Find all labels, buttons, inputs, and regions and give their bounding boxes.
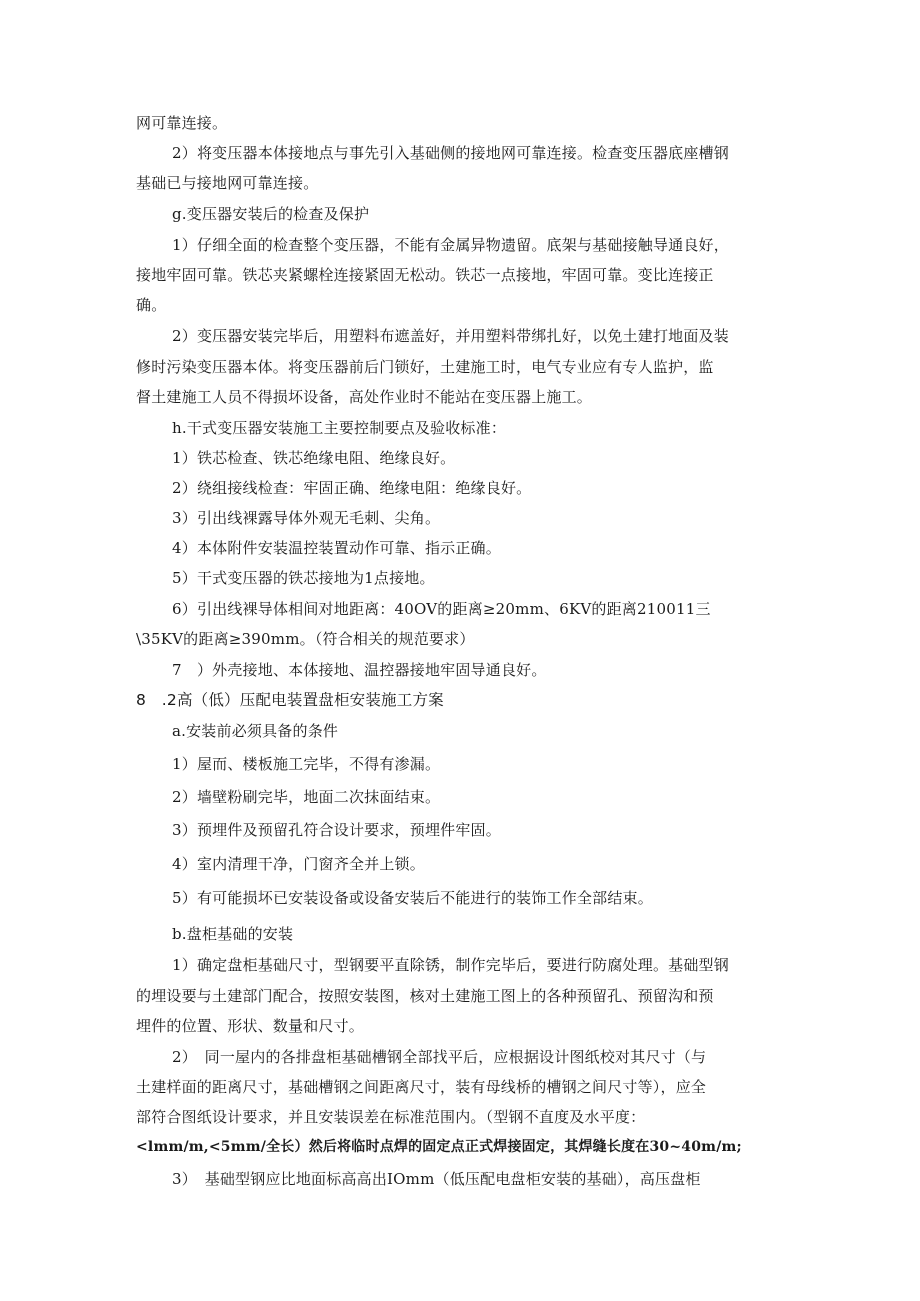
section-heading: 8 .2高（低）压配电装置盘柜安装施工方案 xyxy=(136,691,444,709)
text-line: 网可靠连接。 xyxy=(136,114,228,132)
list-item: 4）室内清理干净，门窗齐全并上锁。 xyxy=(172,855,425,873)
list-item: 1）铁芯检查、铁芯绝缘电阻、绝缘良好。 xyxy=(172,449,456,467)
text-line: 2）将变压器本体接地点与事先引入基础侧的接地网可靠连接。检查变压器底座槽钢 xyxy=(172,144,729,162)
subheading: b.盘柜基础的安装 xyxy=(172,925,294,943)
text-line: 接地牢固可靠。铁芯夹紧螺栓连接紧固无松动。铁芯一点接地，牢固可靠。变比连接正 xyxy=(136,266,714,284)
text-line: 1）仔细全面的检查整个变压器，不能有金属异物遗留。底架与基础接触导通良好， xyxy=(172,236,729,254)
text-line: 2） 同一屋内的各排盘柜基础槽钢全部找平后，应根据设计图纸校对其尺寸（与 xyxy=(172,1048,707,1066)
text-line: 部符合图纸设计要求，并且安装误差在标准范围内。（型钢不直度及水平度： xyxy=(136,1108,646,1126)
subheading: h.干式变压器安装施工主要控制要点及验收标准： xyxy=(172,419,507,437)
text-line: 2）变压器安装完毕后，用塑料布遮盖好，并用塑料带绑扎好，以免土建打地面及装 xyxy=(172,327,729,345)
text-line: 督土建施工人员不得损坏设备，高处作业时不能站在变压器上施工。 xyxy=(136,388,593,406)
list-item: 3）预埋件及预留孔符合设计要求，预埋件牢固。 xyxy=(172,821,501,839)
text-line: 修时污染变压器本体。将变压器前后门锁好，土建施工时，电气专业应有专人监护，监 xyxy=(136,358,714,376)
text-line: 的埋设要与土建部门配合，按照安装图，核对土建施工图上的各种预留孔、预留沟和预 xyxy=(136,987,714,1005)
text-line: 确。 xyxy=(136,296,167,314)
text-line: 3） 基础型钢应比地面标高高出IOmm（低压配电盘柜安装的基础），高压盘柜 xyxy=(172,1170,701,1188)
text-line: 埋件的位置、形状、数量和尺寸。 xyxy=(136,1017,365,1035)
list-item: 5）干式变压器的铁芯接地为1点接地。 xyxy=(172,569,435,587)
list-item: 2）绕组接线检查：牢固正确、绝缘电阻：绝缘良好。 xyxy=(172,479,532,497)
text-line: <lmm/m,<5mm/全长）然后将临时点焊的固定点正式焊接固定，其焊缝长度在30~40m/m; xyxy=(136,1139,742,1155)
list-item: 7 ）外壳接地、本体接地、温控器接地牢固导通良好。 xyxy=(172,661,547,679)
text-line: 基础已与接地网可靠连接。 xyxy=(136,174,319,192)
list-item: 6）引出线裸导体相间对地距离：40OV的距离≥20mm、6KV的距离210011三 xyxy=(172,600,711,618)
subheading: g.变压器安装后的检查及保护 xyxy=(172,205,370,223)
list-item: 5）有可能损坏已安装设备或设备安装后不能进行的装饰工作全部结束。 xyxy=(172,889,653,907)
text-line: \35KV的距离≥390mm。（符合相关的规范要求） xyxy=(136,630,475,648)
list-item: 4）本体附件安装温控装置动作可靠、指示正确。 xyxy=(172,539,501,557)
list-item: 1）屋而、楼板施工完毕，不得有渗漏。 xyxy=(172,755,441,773)
list-item: 2）墙壁粉刷完毕，地面二次抹面结束。 xyxy=(172,788,441,806)
text-line: 1）确定盘柜基础尺寸，型钢要平直除锈，制作完毕后，要进行防腐处理。基础型钢 xyxy=(172,956,729,974)
list-item: 3）引出线裸露导体外观无毛刺、尖角。 xyxy=(172,509,441,527)
text-line: 土建样面的距离尺寸，基础槽钢之间距离尺寸，装有母线桥的槽钢之间尺寸等），应全 xyxy=(136,1078,707,1096)
subheading: a.安装前必须具备的条件 xyxy=(172,722,339,740)
